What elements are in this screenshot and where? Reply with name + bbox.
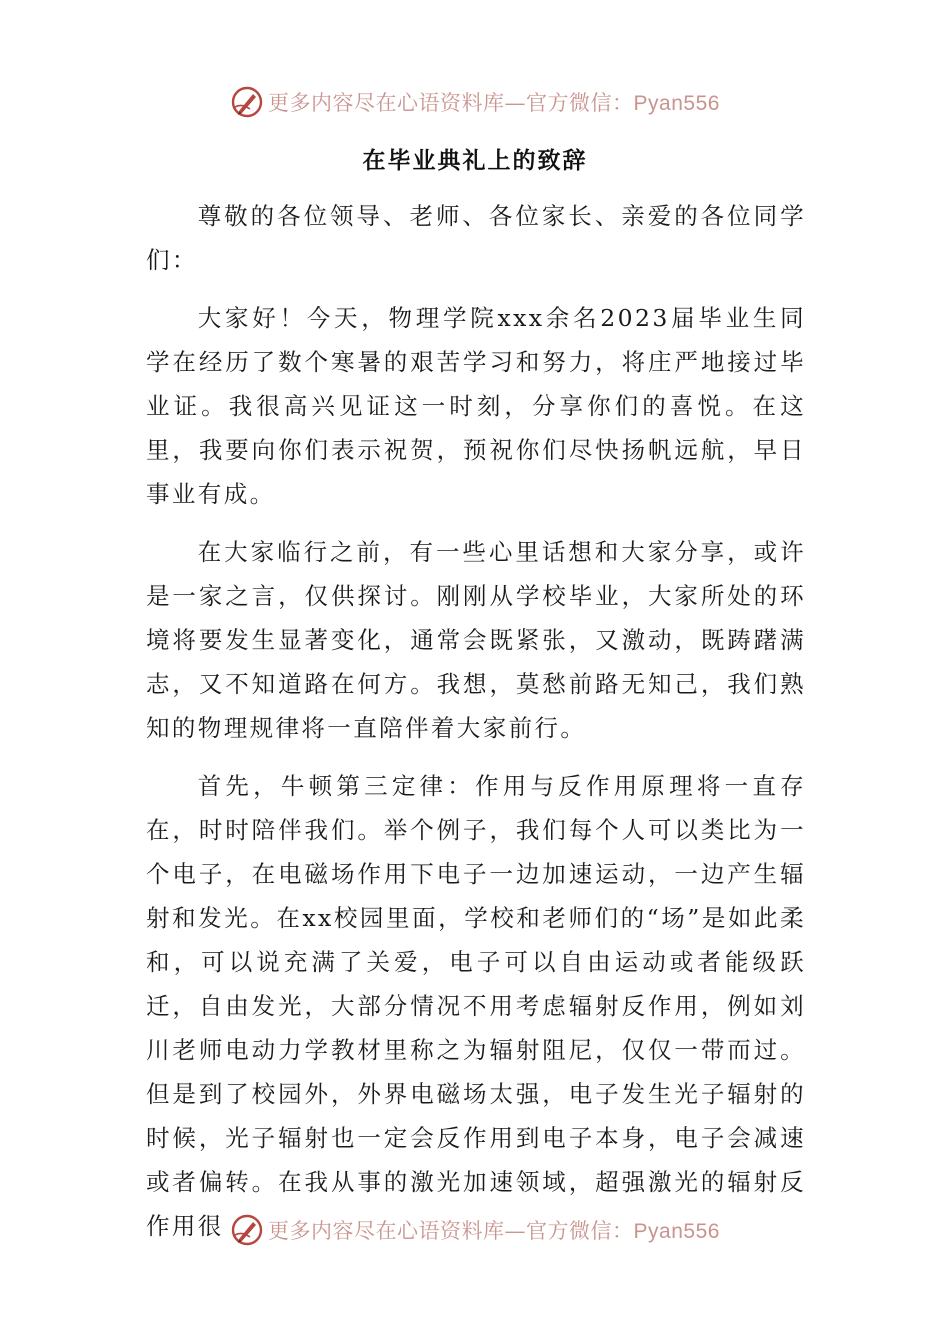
watermark-wechat-id: Pyan556 xyxy=(633,92,720,115)
watermark-wechat-id: Pyan556 xyxy=(633,1220,720,1243)
paragraph-newton-law: 首先，牛顿第三定律：作用与反作用原理将一直存在，时时陪伴我们。举个例子，我们每个人可以类比为一个电子，在电磁场作用下电子一边加速运动，一边产生辐射和发光。在xx校园里面，学校和老师们的“场”是如此柔和，可以说充满了关爱，电子可以自由运动或者能级跃迁，自由发光，大部分情况不用考虑辐射反作用，例如刘川老师电动力学教材里称之为辐射阻尼，仅仅一带而过。但是到了校园外，外界电磁场太强，电子发生光子辐射的时候，光子辐射也一定会反作用到电子本身，电子会减速或者偏转。在我从事的激光加速领域，超强激光的辐射反作用很 xyxy=(146,772,806,1240)
paragraph-greeting: 尊敬的各位领导、老师、各位家长、亲爱的各位同学们： xyxy=(146,202,806,274)
pen-logo-icon xyxy=(230,1213,264,1247)
watermark-banner-bottom xyxy=(0,1210,950,1250)
watermark-text xyxy=(268,87,720,117)
watermark-text xyxy=(268,1215,720,1245)
watermark-label: 更多内容尽在心语资料库—官方微信： xyxy=(268,91,634,115)
watermark-label: 更多内容尽在心语资料库—官方微信： xyxy=(268,1219,634,1243)
paragraph-opening: 大家好！今天，物理学院xxx余名2023届毕业生同学在经历了数个寒暑的艰苦学习和努力，将庄严地接过毕业证。我很高兴见证这一时刻，分享你们的喜悦。在这里，我要向你们表示祝贺，预祝你们尽快扬帆远航，早日事业有成。 xyxy=(146,304,806,508)
paragraph-sharing: 在大家临行之前，有一些心里话想和大家分享，或许是一家之言，仅供探讨。刚刚从学校毕业，大家所处的环境将要发生显著变化，通常会既紧张，又激动，既踌躇满志，又不知道路在何方。我想，莫愁前路无知己，我们熟知的物理规律将一直陪伴着大家前行。 xyxy=(146,538,806,742)
document-body xyxy=(146,194,806,1262)
pen-logo-icon xyxy=(230,85,264,119)
document-title: 在毕业典礼上的致辞 xyxy=(362,147,588,174)
watermark-banner-top xyxy=(0,82,950,122)
